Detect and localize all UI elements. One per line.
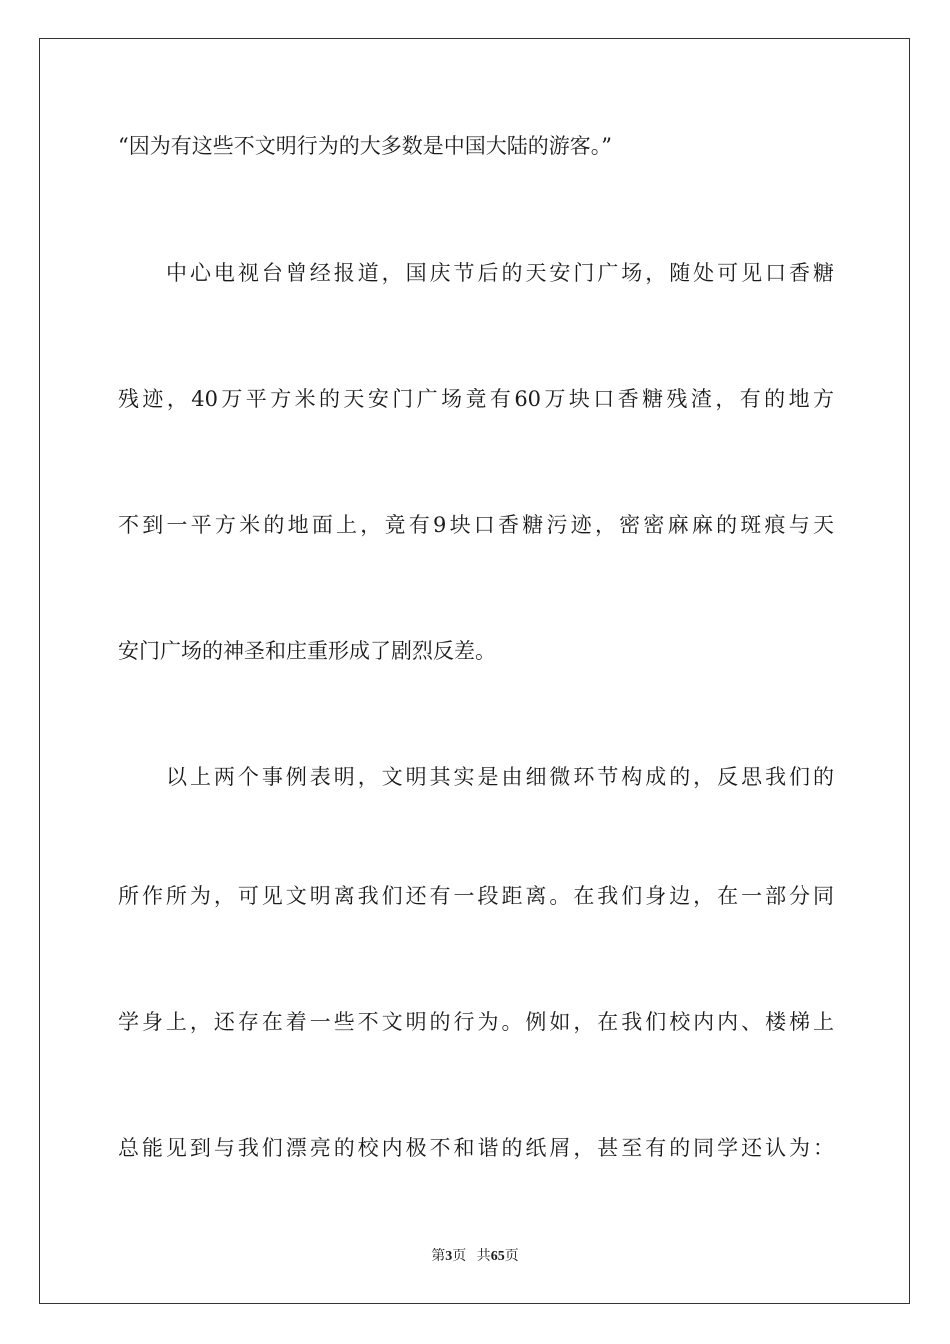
page-footer <box>0 1248 950 1266</box>
paragraph-line-5: 安门广场的神圣和庄重形成了剧烈反差。 <box>118 639 496 663</box>
paragraph-line-9: 总能见到与我们漂亮的校内极不和谐的纸屑，甚至有的同学还认为： <box>118 1136 834 1160</box>
footer-page-prefix: 第 <box>431 1249 446 1264</box>
paragraph-line-7: 所作所为，可见文明离我们还有一段距离。在我们身边，在一部分同 <box>118 884 834 908</box>
paragraph-line-4: 不到一平方米的地面上，竟有9块口香糖污迹，密密麻麻的斑痕与天 <box>118 513 834 537</box>
footer-total-suffix: 页 <box>504 1249 519 1264</box>
paragraph-line-8: 学身上，还存在着一些不文明的行为。例如，在我们校内内、楼梯上 <box>118 1010 834 1034</box>
paragraph-line-3: 残迹，40万平方米的天安门广场竟有60万块口香糖残渣，有的地方 <box>118 387 834 411</box>
paragraph-line-2: 中心电视台曾经报道，国庆节后的天安门广场，随处可见口香糖 <box>166 261 834 285</box>
page-border <box>39 38 910 1304</box>
paragraph-line-6: 以上两个事例表明，文明其实是由细微环节构成的，反思我们的 <box>166 765 834 789</box>
footer-page-current: 3 <box>445 1249 453 1264</box>
footer-page-suffix: 页 <box>452 1249 467 1264</box>
footer-page-total: 65 <box>490 1249 505 1264</box>
footer-total-prefix: 共 <box>476 1249 491 1264</box>
paragraph-line-1: “因为有这些不文明行为的大多数是中国大陆的游客。” <box>118 134 612 158</box>
